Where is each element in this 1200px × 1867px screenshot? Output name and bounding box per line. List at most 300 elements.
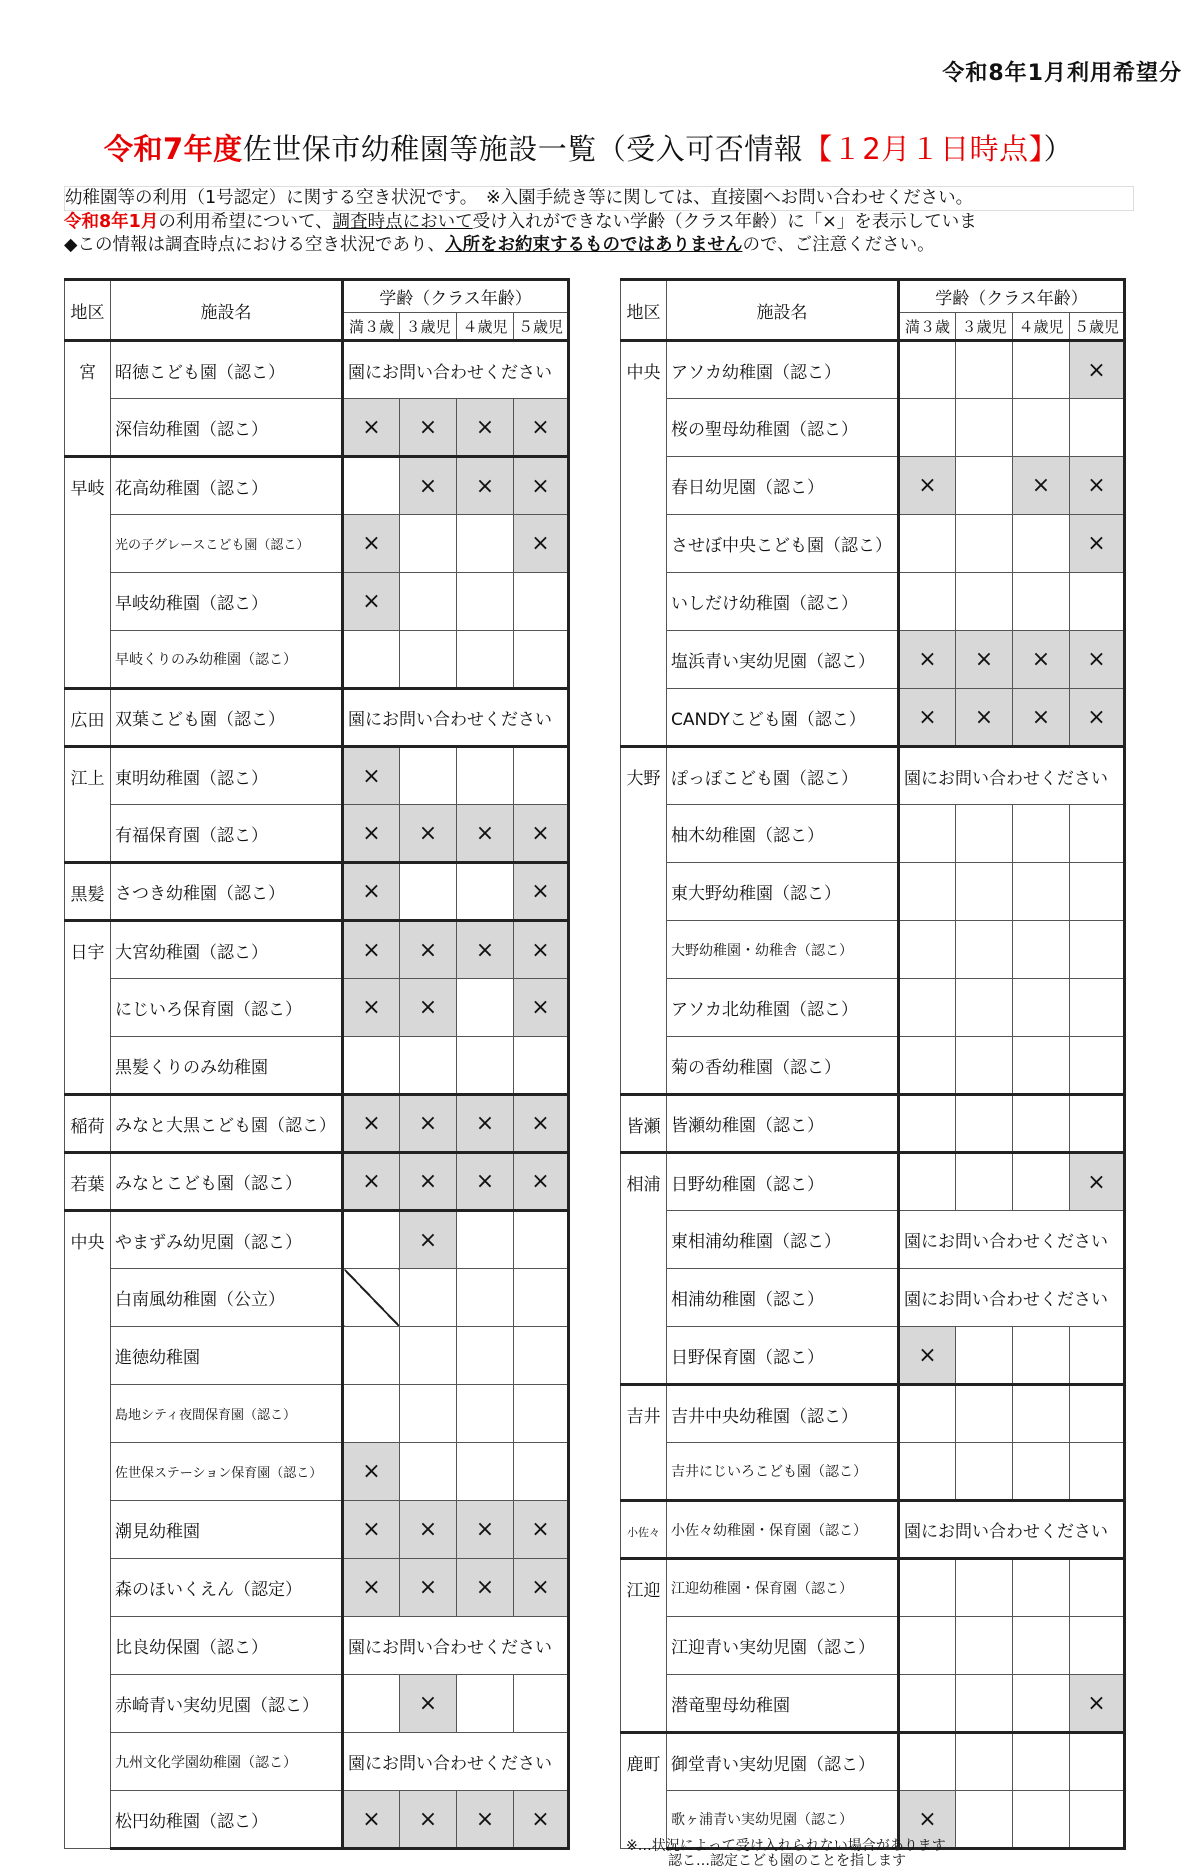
available-cell	[899, 805, 956, 863]
facility-name: 塩浜青い実幼児園（認こ）	[667, 631, 899, 689]
available-cell	[956, 1559, 1013, 1617]
available-cell	[343, 1211, 400, 1269]
facility-name: 菊の香幼稚園（認こ）	[667, 1037, 899, 1095]
available-cell	[1070, 1327, 1125, 1385]
unavailable-mark: ×	[514, 1153, 569, 1211]
available-cell	[899, 1385, 956, 1443]
district-label: 宮	[65, 341, 111, 457]
available-cell	[457, 863, 514, 921]
available-cell	[1070, 399, 1125, 457]
unavailable-mark: ×	[457, 1791, 514, 1849]
unavailable-mark: ×	[343, 1501, 400, 1559]
facility-name: 大宮幼稚園（認こ）	[111, 921, 343, 979]
available-cell	[956, 1095, 1013, 1153]
contact-facility-note: 園にお問い合わせください	[343, 341, 569, 399]
facility-name: 光の子グレースこども園（認こ）	[111, 515, 343, 573]
available-cell	[1013, 979, 1070, 1037]
available-cell	[343, 457, 400, 515]
available-cell	[899, 921, 956, 979]
available-cell	[1070, 1559, 1125, 1617]
facility-name: さつき幼稚園（認こ）	[111, 863, 343, 921]
available-cell	[899, 573, 956, 631]
unavailable-mark: ×	[400, 1675, 457, 1733]
facility-row	[65, 1791, 569, 1849]
facility-row	[621, 341, 1125, 399]
available-cell	[899, 1443, 956, 1501]
facility-name: 黒髪くりのみ幼稚園	[111, 1037, 343, 1095]
unavailable-mark: ×	[400, 1153, 457, 1211]
available-cell	[457, 631, 514, 689]
unavailable-mark: ×	[1013, 631, 1070, 689]
unavailable-mark: ×	[514, 457, 569, 515]
facility-name: 大野幼稚園・幼稚舎（認こ）	[667, 921, 899, 979]
available-cell	[400, 1037, 457, 1095]
facility-row	[65, 1037, 569, 1095]
facility-row	[65, 1211, 569, 1269]
facility-name: 佐世保ステーション保育園（認こ）	[111, 1443, 343, 1501]
unavailable-mark: ×	[899, 457, 956, 515]
available-cell	[899, 1037, 956, 1095]
available-cell	[343, 1327, 400, 1385]
not-applicable-cell	[343, 1269, 400, 1327]
facility-row	[65, 979, 569, 1037]
notice-line-3	[64, 234, 1134, 257]
available-cell	[514, 747, 569, 805]
unavailable-mark: ×	[457, 1501, 514, 1559]
available-cell	[400, 631, 457, 689]
available-cell	[899, 1153, 956, 1211]
available-cell	[1070, 1037, 1125, 1095]
facility-row	[65, 573, 569, 631]
facility-name: 東明幼稚園（認こ）	[111, 747, 343, 805]
facility-row	[65, 399, 569, 457]
district-label: 相浦	[621, 1153, 667, 1385]
notice-line-2-text-b: 受け入れができない学齢（クラス年齢）に「×」を表示していま	[472, 212, 977, 232]
facility-name: 白南風幼稚園（公立）	[111, 1269, 343, 1327]
facility-name: 早岐くりのみ幼稚園（認こ）	[111, 631, 343, 689]
district-label: 広田	[65, 689, 111, 747]
available-cell	[400, 515, 457, 573]
district-label: 稲荷	[65, 1095, 111, 1153]
unavailable-mark: ×	[343, 515, 400, 573]
unavailable-mark: ×	[899, 1791, 956, 1849]
page-title	[104, 127, 1073, 168]
available-cell	[899, 399, 956, 457]
unavailable-mark: ×	[343, 1153, 400, 1211]
facility-row	[65, 689, 569, 747]
header-age-group: 学齢（クラス年齢）	[343, 280, 569, 313]
available-cell	[956, 979, 1013, 1037]
district-label: 江迎	[621, 1559, 667, 1733]
available-cell	[514, 1269, 569, 1327]
unavailable-mark: ×	[457, 921, 514, 979]
available-cell	[343, 1037, 400, 1095]
facility-name: 江迎幼稚園・保育園（認こ）	[667, 1559, 899, 1617]
available-cell	[956, 1675, 1013, 1733]
facility-row	[65, 747, 569, 805]
available-cell	[1013, 921, 1070, 979]
district-label: 若葉	[65, 1153, 111, 1211]
facility-name: 昭徳こども園（認こ）	[111, 341, 343, 399]
available-cell	[514, 1675, 569, 1733]
available-cell	[457, 1327, 514, 1385]
available-cell	[343, 1385, 400, 1443]
facility-name: みなとこども園（認こ）	[111, 1153, 343, 1211]
facility-name: 深信幼稚園（認こ）	[111, 399, 343, 457]
available-cell	[1013, 1037, 1070, 1095]
facility-row	[65, 1501, 569, 1559]
available-cell	[956, 1617, 1013, 1675]
unavailable-mark: ×	[514, 399, 569, 457]
unavailable-mark: ×	[899, 631, 956, 689]
unavailable-mark: ×	[457, 1559, 514, 1617]
facility-row	[65, 631, 569, 689]
available-cell	[956, 863, 1013, 921]
facility-row	[65, 863, 569, 921]
available-cell	[956, 341, 1013, 399]
unavailable-mark: ×	[343, 805, 400, 863]
district-label: 日宇	[65, 921, 111, 1095]
contact-facility-note: 園にお問い合わせください	[899, 1501, 1125, 1559]
district-label: 小佐々	[621, 1501, 667, 1559]
facility-name: 相浦幼稚園（認こ）	[667, 1269, 899, 1327]
facility-row	[65, 1617, 569, 1675]
available-cell	[400, 573, 457, 631]
facility-row	[621, 1385, 1125, 1443]
facility-name: 江迎青い実幼児園（認こ）	[667, 1617, 899, 1675]
unavailable-mark: ×	[400, 1559, 457, 1617]
facility-name: 潜竜聖母幼稚園	[667, 1675, 899, 1733]
available-cell	[1013, 1675, 1070, 1733]
district-label: 皆瀬	[621, 1095, 667, 1153]
available-cell	[514, 1037, 569, 1095]
notice-line-2	[64, 211, 1134, 234]
facility-row	[65, 1443, 569, 1501]
header-age-2: ３歳児	[956, 313, 1013, 341]
facility-name: 吉井にじいろこども園（認こ）	[667, 1443, 899, 1501]
facility-row	[65, 1385, 569, 1443]
facility-row	[65, 1559, 569, 1617]
footnote	[626, 1839, 946, 1867]
header-age-2: ３歳児	[400, 313, 457, 341]
facility-row	[621, 1095, 1125, 1153]
available-cell	[899, 863, 956, 921]
available-cell	[514, 1327, 569, 1385]
facility-row	[621, 515, 1125, 573]
contact-facility-note: 園にお問い合わせください	[343, 689, 569, 747]
available-cell	[1013, 1733, 1070, 1791]
unavailable-mark: ×	[400, 979, 457, 1037]
facility-row	[621, 1501, 1125, 1559]
available-cell	[400, 747, 457, 805]
district-label: 吉井	[621, 1385, 667, 1501]
available-cell	[956, 1385, 1013, 1443]
facility-name: 進徳幼稚園	[111, 1327, 343, 1385]
unavailable-mark: ×	[1070, 457, 1125, 515]
available-cell	[1070, 1733, 1125, 1791]
available-cell	[899, 341, 956, 399]
title-main: 佐世保市幼稚園等施設一覧（受入可否情報	[242, 132, 804, 166]
header-age-group: 学齢（クラス年齢）	[899, 280, 1125, 313]
left-facility-table	[64, 278, 570, 1850]
facility-row	[65, 805, 569, 863]
unavailable-mark: ×	[457, 399, 514, 457]
available-cell	[1013, 863, 1070, 921]
notice-line-3-emphasis: 入所をお約束するものではありません	[444, 235, 743, 255]
available-cell	[1070, 979, 1125, 1037]
available-cell	[400, 1443, 457, 1501]
unavailable-mark: ×	[956, 689, 1013, 747]
unavailable-mark: ×	[343, 1791, 400, 1849]
facility-row	[621, 631, 1125, 689]
unavailable-mark: ×	[899, 1327, 956, 1385]
facility-row	[65, 1095, 569, 1153]
facility-row	[621, 1153, 1125, 1211]
unavailable-mark: ×	[514, 863, 569, 921]
district-label: 黒髪	[65, 863, 111, 921]
unavailable-mark: ×	[400, 1791, 457, 1849]
notice-box	[64, 186, 1134, 258]
unavailable-mark: ×	[1013, 457, 1070, 515]
available-cell	[343, 631, 400, 689]
facility-row	[65, 457, 569, 515]
unavailable-mark: ×	[343, 863, 400, 921]
unavailable-mark: ×	[400, 805, 457, 863]
available-cell	[956, 1327, 1013, 1385]
facility-row	[65, 515, 569, 573]
available-cell	[1070, 1385, 1125, 1443]
available-cell	[899, 1559, 956, 1617]
facility-row	[621, 747, 1125, 805]
facility-name: 双葉こども園（認こ）	[111, 689, 343, 747]
header-age-4: ５歳児	[514, 313, 569, 341]
facility-row	[621, 1675, 1125, 1733]
facility-name: 小佐々幼稚園・保育園（認こ）	[667, 1501, 899, 1559]
unavailable-mark: ×	[400, 457, 457, 515]
header-age-1: 満３歳	[899, 313, 956, 341]
facility-name: 柚木幼稚園（認こ）	[667, 805, 899, 863]
unavailable-mark: ×	[343, 1095, 400, 1153]
available-cell	[1013, 1443, 1070, 1501]
unavailable-mark: ×	[400, 1095, 457, 1153]
contact-facility-note: 園にお問い合わせください	[899, 1211, 1125, 1269]
contact-facility-note: 園にお問い合わせください	[343, 1617, 569, 1675]
facility-row	[621, 1327, 1125, 1385]
facility-row	[621, 399, 1125, 457]
available-cell	[1070, 1791, 1125, 1849]
facility-row	[65, 921, 569, 979]
unavailable-mark: ×	[1070, 631, 1125, 689]
facility-name: 潮見幼稚園	[111, 1501, 343, 1559]
facility-name: 日野幼稚園（認こ）	[667, 1153, 899, 1211]
unavailable-mark: ×	[457, 457, 514, 515]
available-cell	[514, 1385, 569, 1443]
unavailable-mark: ×	[400, 399, 457, 457]
available-cell	[1013, 1617, 1070, 1675]
available-cell	[1013, 399, 1070, 457]
right-facility-table	[620, 278, 1126, 1850]
notice-line-3-text-b: ので、ご注意ください。	[742, 235, 935, 255]
facility-name: 島地シティ夜間保育園（認こ）	[111, 1385, 343, 1443]
available-cell	[1013, 515, 1070, 573]
facility-name: 比良幼保園（認こ）	[111, 1617, 343, 1675]
available-cell	[1070, 1617, 1125, 1675]
available-cell	[514, 631, 569, 689]
facility-row	[621, 979, 1125, 1037]
available-cell	[457, 747, 514, 805]
available-cell	[1070, 1095, 1125, 1153]
available-cell	[1013, 805, 1070, 863]
available-cell	[1013, 1559, 1070, 1617]
facility-row	[621, 1037, 1125, 1095]
header-facility: 施設名	[111, 280, 343, 341]
unavailable-mark: ×	[457, 805, 514, 863]
facility-name: 春日幼児園（認こ）	[667, 457, 899, 515]
unavailable-mark: ×	[457, 1153, 514, 1211]
facility-name: ぽっぽこども園（認こ）	[667, 747, 899, 805]
facility-name: させぼ中央こども園（認こ）	[667, 515, 899, 573]
district-label: 中央	[621, 341, 667, 747]
unavailable-mark: ×	[400, 1211, 457, 1269]
available-cell	[1070, 573, 1125, 631]
available-cell	[1013, 1095, 1070, 1153]
facility-name: 早岐幼稚園（認こ）	[111, 573, 343, 631]
available-cell	[956, 1037, 1013, 1095]
facility-row	[65, 341, 569, 399]
unavailable-mark: ×	[1070, 1153, 1125, 1211]
unavailable-mark: ×	[1070, 689, 1125, 747]
facility-name: にじいろ保育園（認こ）	[111, 979, 343, 1037]
header-district: 地区	[621, 280, 667, 341]
available-cell	[956, 921, 1013, 979]
facility-name: 松円幼稚園（認こ）	[111, 1791, 343, 1849]
available-cell	[400, 1385, 457, 1443]
available-cell	[457, 1385, 514, 1443]
facility-name: 赤崎青い実幼児園（認こ）	[111, 1675, 343, 1733]
contact-facility-note: 園にお問い合わせください	[899, 747, 1125, 805]
facility-row	[621, 1559, 1125, 1617]
unavailable-mark: ×	[1070, 341, 1125, 399]
facility-row	[621, 921, 1125, 979]
available-cell	[956, 457, 1013, 515]
available-cell	[457, 515, 514, 573]
unavailable-mark: ×	[899, 689, 956, 747]
available-cell	[956, 515, 1013, 573]
available-cell	[1070, 863, 1125, 921]
facility-row	[621, 863, 1125, 921]
unavailable-mark: ×	[343, 1443, 400, 1501]
unavailable-mark: ×	[400, 921, 457, 979]
facility-name: 花高幼稚園（認こ）	[111, 457, 343, 515]
unavailable-mark: ×	[514, 805, 569, 863]
available-cell	[457, 1211, 514, 1269]
facility-row	[65, 1675, 569, 1733]
header-age-1: 満３歳	[343, 313, 400, 341]
unavailable-mark: ×	[343, 399, 400, 457]
title-date: 【１2月１日時点】	[803, 132, 1044, 166]
unavailable-mark: ×	[1013, 689, 1070, 747]
available-cell	[1070, 1443, 1125, 1501]
available-cell	[899, 1095, 956, 1153]
unavailable-mark: ×	[343, 573, 400, 631]
unavailable-mark: ×	[457, 1095, 514, 1153]
facility-row	[621, 1733, 1125, 1791]
available-cell	[899, 1675, 956, 1733]
notice-line-1: 幼稚園等の利用（1号認定）に関する空き状況です。 ※入園手続き等に関しては、直接園へお問い合わせください。	[64, 186, 1134, 211]
facility-row	[621, 805, 1125, 863]
available-cell	[457, 573, 514, 631]
facility-name: 東大野幼稚園（認こ）	[667, 863, 899, 921]
district-label: 江上	[65, 747, 111, 863]
available-cell	[956, 1153, 1013, 1211]
available-cell	[956, 805, 1013, 863]
facility-name: 吉井中央幼稚園（認こ）	[667, 1385, 899, 1443]
available-cell	[1013, 1327, 1070, 1385]
facility-name: 東相浦幼稚園（認こ）	[667, 1211, 899, 1269]
header-age-3: ４歳児	[1013, 313, 1070, 341]
facility-row	[621, 1211, 1125, 1269]
available-cell	[343, 1675, 400, 1733]
available-cell	[1013, 1385, 1070, 1443]
available-cell	[400, 863, 457, 921]
contact-facility-note: 園にお問い合わせください	[343, 1733, 569, 1791]
facility-row	[621, 689, 1125, 747]
available-cell	[1013, 1153, 1070, 1211]
unavailable-mark: ×	[343, 747, 400, 805]
available-cell	[899, 979, 956, 1037]
facility-name: みなと大黒こども園（認こ）	[111, 1095, 343, 1153]
unavailable-mark: ×	[343, 1559, 400, 1617]
header-age-4: ５歳児	[1070, 313, 1125, 341]
facility-row	[621, 1269, 1125, 1327]
available-cell	[514, 573, 569, 631]
unavailable-mark: ×	[1070, 515, 1125, 573]
facility-row	[621, 457, 1125, 515]
available-cell	[400, 1269, 457, 1327]
facility-row	[621, 573, 1125, 631]
unavailable-mark: ×	[514, 979, 569, 1037]
unavailable-mark: ×	[1070, 1675, 1125, 1733]
facility-name: 森のほいくえん（認定）	[111, 1559, 343, 1617]
unavailable-mark: ×	[514, 921, 569, 979]
title-year: 令和7年度	[104, 132, 243, 166]
available-cell	[956, 1791, 1013, 1849]
header-age-3: ４歳児	[457, 313, 514, 341]
available-cell	[514, 1443, 569, 1501]
facility-name: やまずみ幼児園（認こ）	[111, 1211, 343, 1269]
facility-name: 九州文化学園幼稚園（認こ）	[111, 1733, 343, 1791]
available-cell	[1013, 1791, 1070, 1849]
unavailable-mark: ×	[956, 631, 1013, 689]
unavailable-mark: ×	[514, 515, 569, 573]
available-cell	[457, 1269, 514, 1327]
title-end: ）	[1043, 132, 1074, 166]
unavailable-mark: ×	[514, 1791, 569, 1849]
facility-name: 皆瀬幼稚園（認こ）	[667, 1095, 899, 1153]
available-cell	[956, 573, 1013, 631]
unavailable-mark: ×	[343, 979, 400, 1037]
available-cell	[457, 1443, 514, 1501]
footnote-line-1: ※…状況によって受け入れられない場合があります	[626, 1838, 946, 1854]
header-facility: 施設名	[667, 280, 899, 341]
available-cell	[457, 979, 514, 1037]
district-label: 中央	[65, 1211, 111, 1849]
available-cell	[1013, 573, 1070, 631]
footnote-line-2: 認こ…認定こども園のことを指します	[668, 1853, 906, 1867]
district-label: 鹿町	[621, 1733, 667, 1849]
facility-row	[65, 1733, 569, 1791]
available-cell	[457, 1675, 514, 1733]
